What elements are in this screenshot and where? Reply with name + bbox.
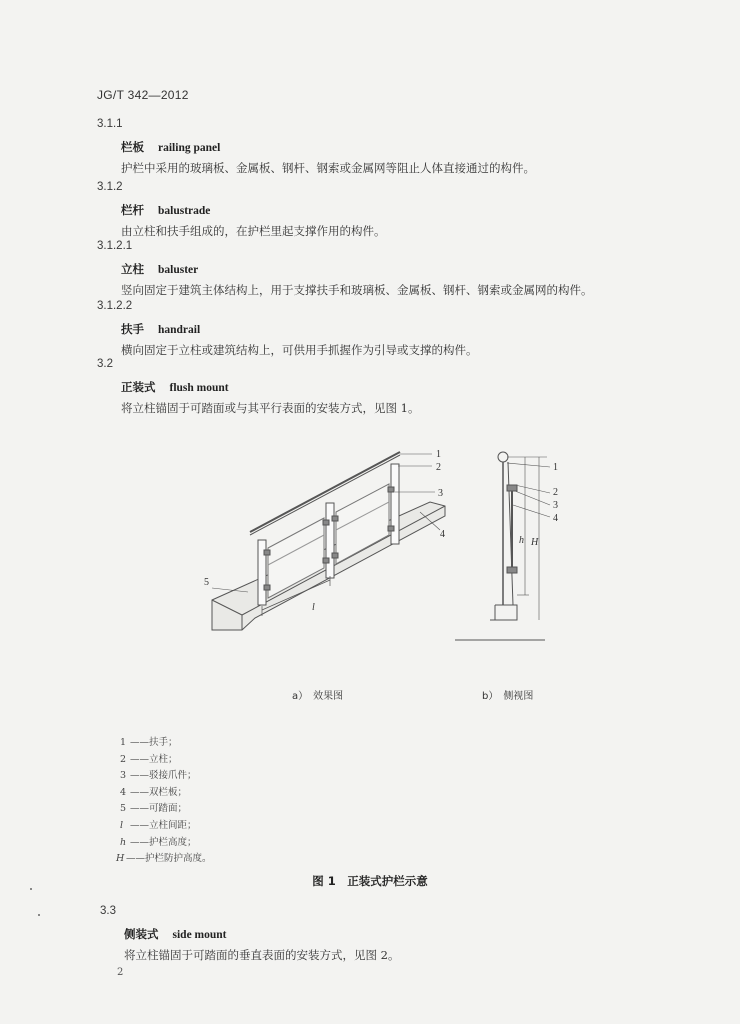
figure-b-side-view	[455, 445, 585, 660]
term-zh: 立柱	[121, 262, 144, 276]
clause-3-1-2-1	[97, 240, 697, 297]
label-3: 3	[438, 488, 443, 499]
clause-number: 3.1.2.2	[97, 300, 133, 312]
label-2: 2	[553, 487, 558, 498]
clause-number: 3.1.2	[97, 181, 123, 193]
definition: 将立柱锚固于可踏面的垂直表面的安装方式，见图 2。	[124, 948, 400, 962]
legend-item: 5 ——可踏面；	[120, 803, 188, 815]
label-1: 1	[436, 449, 441, 460]
definition: 竖向固定于建筑主体结构上，用于支撑扶手和玻璃板、金属板、钢杆、钢索或金属网的构件。	[121, 283, 593, 297]
term-en: balustrade	[158, 205, 211, 217]
clause-number: 3.2	[97, 358, 113, 370]
term	[121, 261, 198, 277]
clause-3-2	[97, 358, 697, 415]
term	[121, 202, 210, 218]
label-H: H	[531, 537, 539, 548]
subfigure-b-caption: b） 侧视图	[482, 691, 534, 702]
label-5: 5	[204, 577, 209, 588]
label-l: l	[312, 602, 315, 613]
term	[124, 926, 227, 942]
label-4: 4	[440, 529, 445, 540]
clause-number: 3.1.2.1	[97, 240, 133, 252]
term-en: baluster	[158, 264, 199, 276]
label-4: 4	[553, 513, 558, 524]
term-zh: 栏杆	[121, 203, 144, 217]
label-h: h	[519, 535, 524, 546]
term-en: railing panel	[158, 142, 221, 154]
term	[121, 379, 229, 395]
clause-3-3	[100, 905, 700, 962]
legend-item: 3 ——驳接爪件；	[120, 770, 197, 782]
label-3: 3	[553, 500, 558, 511]
definition: 横向固定于立柱或建筑结构上，可供用手抓握作为引导或支撑的构件。	[121, 343, 478, 357]
figure-legend	[116, 735, 212, 868]
subfigure-a-caption: a） 效果图	[292, 691, 344, 702]
scan-speck	[30, 888, 32, 890]
clause-3-1-2-2	[97, 300, 697, 357]
legend-item: 4 ——双栏板；	[120, 786, 188, 798]
term	[121, 321, 200, 337]
term-en: handrail	[158, 324, 201, 336]
label-2: 2	[436, 462, 441, 473]
term-en: side mount	[172, 929, 227, 941]
definition: 将立柱锚固于可踏面或与其平行表面的安装方式，见图 1。	[121, 401, 420, 415]
legend-item: H ——护栏防护高度。	[116, 853, 212, 865]
term	[121, 139, 220, 155]
definition: 护栏中采用的玻璃板、金属板、钢杆、钢索或金属网等阻止人体直接通过的构件。	[121, 161, 535, 175]
term-zh: 正装式	[121, 380, 156, 394]
page-number: 2	[117, 967, 124, 978]
clause-number: 3.3	[100, 905, 116, 917]
standard-code-header: JG/T 342—2012	[97, 88, 189, 102]
scan-speck	[38, 914, 40, 916]
clause-number: 3.1.1	[97, 118, 123, 130]
label-1: 1	[553, 462, 558, 473]
legend-item: 1 ——扶手；	[120, 737, 178, 748]
clause-3-1-2	[97, 181, 697, 238]
legend-item: h ——护栏高度；	[120, 836, 197, 848]
figure-a-perspective-drawing	[200, 440, 470, 660]
term-zh: 扶手	[121, 322, 144, 336]
figure-title: 图 1 正装式护栏示意	[312, 874, 428, 888]
legend-item: l ——立柱间距；	[120, 819, 197, 831]
term-zh: 栏板	[121, 140, 144, 154]
term-en: flush mount	[169, 382, 229, 394]
definition: 由立柱和扶手组成的，在护栏里起支撑作用的构件。	[121, 224, 386, 238]
clause-3-1-1	[97, 118, 697, 175]
legend-item: 2 ——立柱；	[120, 753, 178, 765]
term-zh: 侧装式	[124, 927, 159, 941]
